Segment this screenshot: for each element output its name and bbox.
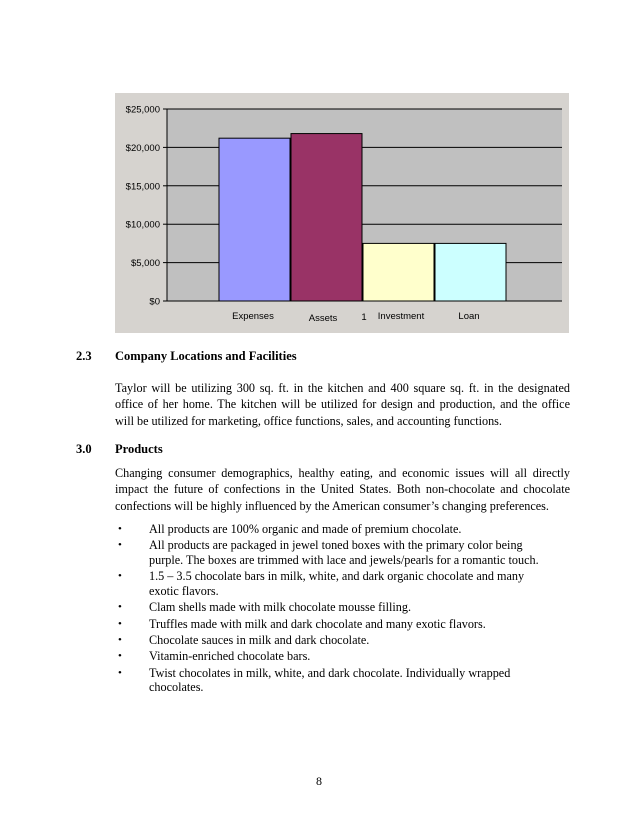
paragraph-line: Changing consumer demographics, healthy eating, and economic issues will all directly (115, 466, 570, 480)
list-item (115, 569, 570, 598)
products-bullet-list (115, 522, 570, 697)
list-item (115, 600, 570, 615)
list-item-text: Clam shells made with milk chocolate mousse filling. (149, 600, 411, 615)
paragraph-line: impact the future of confections in the United States. Both non-chocolate and chocolate (115, 482, 570, 497)
bar (219, 138, 290, 301)
x-category-label: Assets (308, 313, 338, 324)
y-tick-label: $0 (149, 296, 160, 308)
bar (363, 243, 434, 301)
bullet-glyph: • (118, 617, 122, 630)
paragraph-line: confections will be highly influenced by the American consumer’s changing preferences. (115, 498, 549, 513)
x-category-label: Loan (458, 311, 480, 322)
list-item-text: All products are 100% organic and made of premium chocolate. (149, 522, 462, 536)
list-item (115, 633, 570, 648)
list-item-text: Chocolate sauces in milk and dark chocolate. (149, 632, 370, 647)
bullet-glyph: • (118, 633, 122, 646)
bullet-glyph: • (118, 650, 122, 663)
section-title-products: Products (115, 442, 163, 456)
list-item (115, 649, 570, 664)
list-item-text: Vitamin-enriched chocolate bars. (149, 649, 311, 664)
bullet-glyph: • (118, 666, 122, 679)
section-title-locations: Company Locations and Facilities (115, 349, 297, 363)
bullet-glyph: • (118, 601, 122, 614)
paragraph-line: Taylor will be utilizing 300 sq. ft. in the kitchen and 400 square sq. ft. in the designated (115, 381, 570, 395)
list-item-text: Twist chocolates in milk, white, and dark chocolate. Individually wrapped chocolates. (149, 665, 511, 695)
list-item (115, 538, 570, 567)
y-tick-label: $25,000 (125, 104, 160, 116)
bar (291, 134, 362, 301)
bar (435, 243, 506, 301)
y-tick-label: $20,000 (125, 142, 160, 154)
section-number-products: 3.0 (76, 442, 92, 456)
bullet-glyph: • (118, 539, 122, 552)
list-item-text: Truffles made with milk and dark chocolate and many exotic flavors. (149, 616, 486, 631)
paragraph-line: will be utilized for marketing, office functions, sales, and accounting functions. (115, 413, 502, 428)
page-number: 8 (316, 774, 322, 788)
y-tick-label: $5,000 (130, 258, 160, 270)
x-axis-tick-label: 1 (361, 312, 367, 323)
bullet-glyph: • (118, 570, 122, 583)
products-paragraph (115, 465, 570, 514)
list-item (115, 617, 570, 632)
bar-chart (115, 93, 569, 333)
list-item (115, 666, 570, 695)
locations-paragraph (115, 380, 570, 429)
y-tick-label: $10,000 (125, 219, 160, 231)
paragraph-line: office of her home. The kitchen will be utilized for design and production, and the office (115, 397, 570, 412)
list-item-text: All products are packaged in jewel toned boxes with the primary color being purple. The boxes are trimmed with lace and jewels/pearls for a romantic touch. (149, 538, 539, 567)
bullet-glyph: • (118, 523, 122, 535)
chart-svg (115, 93, 569, 333)
list-item-text: 1.5 – 3.5 chocolate bars in milk, white, and dark organic chocolate and many exotic flavors. (149, 569, 525, 598)
list-item (115, 522, 570, 537)
y-tick-label: $15,000 (125, 181, 160, 193)
x-category-label: Expenses (232, 311, 274, 322)
section-number-locations: 2.3 (76, 349, 92, 363)
x-category-label: Investment (377, 311, 425, 322)
